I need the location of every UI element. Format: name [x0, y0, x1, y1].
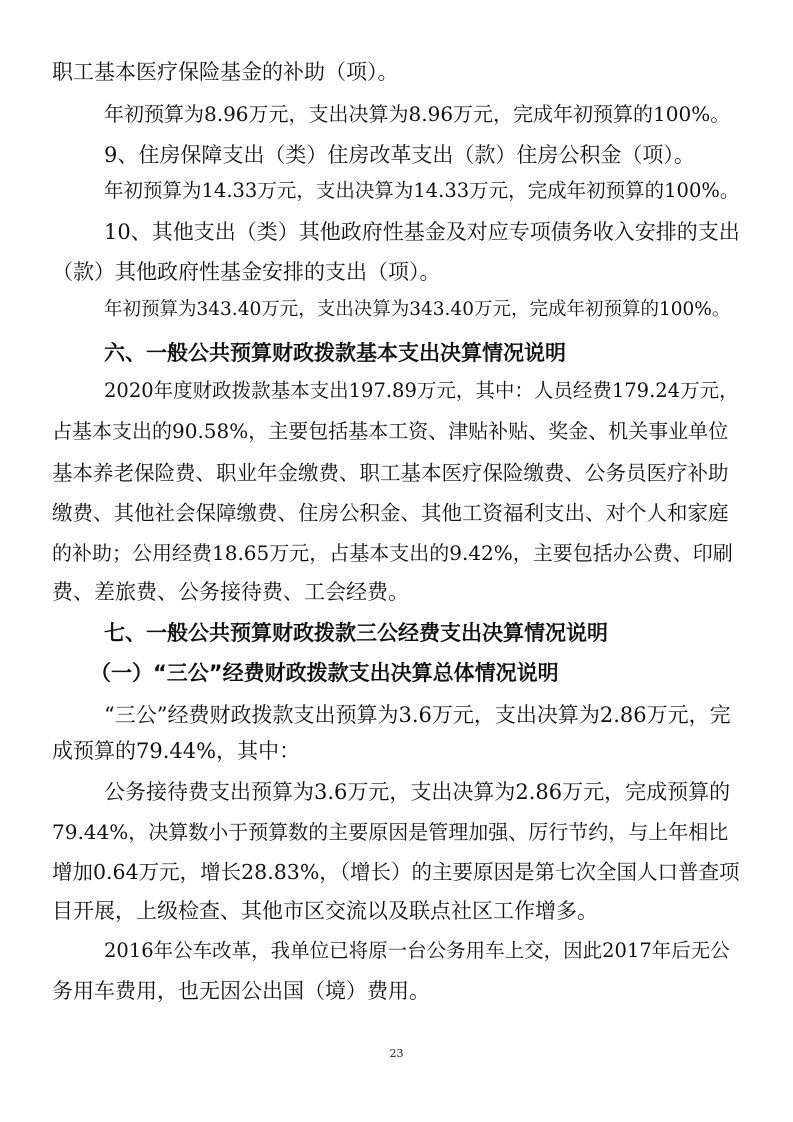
- section-heading: 六、一般公共预算财政拨款基本支出决算情况说明: [104, 341, 566, 365]
- text-line: 年初预算为8.96万元，支出决算为8.96万元，完成年初预算的100%。: [104, 102, 731, 126]
- text-line: 增加0.64万元，增长28.83%，（增长）的主要原因是第七次全国人口普查项: [52, 860, 740, 884]
- text-line: 务用车费用，也无因公出国（境）费用。: [52, 979, 430, 1003]
- text-line: 缴费、其他社会保障缴费、住房公积金、其他工资福利支出、对个人和家庭: [52, 501, 729, 525]
- text-line: 10、其他支出（类）其他政府性基金及对应专项债务收入安排的支出: [104, 220, 740, 244]
- page-number: 23: [389, 1047, 404, 1060]
- text-line: 基本养老保险费、职业年金缴费、职工基本医疗保险缴费、公务员医疗补助: [52, 461, 729, 485]
- text-line: “三公”经费财政拨款支出预算为3.6万元，支出决算为2.86万元，完: [104, 703, 731, 727]
- text-line: 职工基本医疗保险基金的补助（项）。: [52, 60, 399, 84]
- text-line: 目开展，上级检查、其他市区交流以及联点社区工作增多。: [52, 899, 598, 923]
- text-line: 年初预算为14.33万元，支出决算为14.33万元，完成年初预算的100%。: [104, 179, 740, 202]
- text-line: 成预算的79.44%，其中：: [52, 739, 301, 763]
- text-line: 年初预算为343.40万元，支出决算为343.40万元，完成年初预算的100%。: [104, 299, 731, 320]
- text-line: 2020年度财政拨款基本支出197.89万元，其中：人员经费179.24万元，: [104, 379, 739, 402]
- text-line: 79.44%，决算数小于预算数的主要原因是管理加强、厉行节约，与上年相比: [52, 820, 729, 844]
- subsection-heading: （一）“三公”经费财政拨款支出决算总体情况说明: [90, 661, 559, 685]
- text-line: 9、住房保障支出（类）住房改革支出（款）住房公积金（项）。: [104, 143, 695, 167]
- text-line: 费、差旅费、公务接待费、工会经费。: [52, 580, 409, 604]
- text-line: 公务接待费支出预算为3.6万元，支出决算为2.86万元，完成预算的: [104, 780, 731, 804]
- text-line: 2016年公车改革，我单位已将原一台公务用车上交，因此2017年后无公: [104, 939, 730, 962]
- text-line: 占基本支出的90.58%，主要包括基本工资、津贴补贴、奖金、机关事业单位: [52, 419, 729, 443]
- text-line: （款）其他政府性基金安排的支出（项）。: [52, 260, 441, 284]
- text-line: 的补助；公用经费18.65万元，占基本支出的9.42%，主要包括办公费、印刷: [52, 541, 733, 565]
- section-heading: 七、一般公共预算财政拨款三公经费支出决算情况说明: [104, 621, 608, 645]
